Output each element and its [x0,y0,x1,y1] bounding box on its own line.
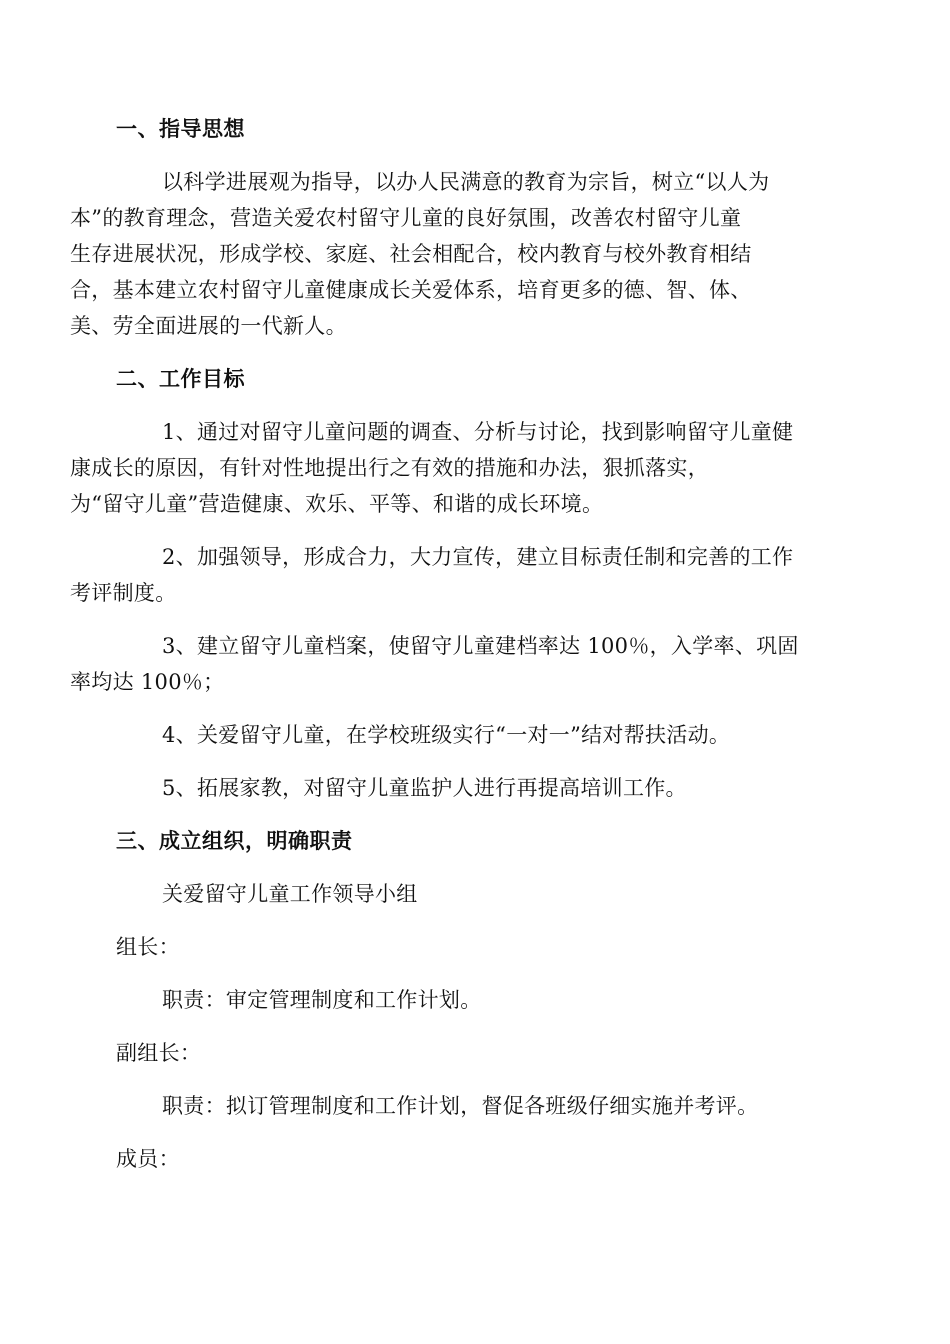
deputy-leader-label: 副组长： [116,1041,202,1065]
goal-item-1 [70,414,832,522]
section-heading-guiding-ideology: 一、指导思想 [116,117,245,141]
goal-item-4: 4、关爱留守儿童，在学校班级实行“一对一”结对帮扶活动。 [162,723,731,747]
text-line: 3、建立留守儿童档案，使留守儿童建档率达 100％，入学率、巩固 [162,634,799,658]
group-name: 关爱留守儿童工作领导小组 [162,882,418,906]
document-body [70,111,832,1194]
text-line: 合，基本建立农村留守儿童健康成长关爱体系，培育更多的德、智、体、 [70,278,752,302]
members-label: 成员： [116,1147,180,1171]
guiding-ideology-paragraph [70,164,832,344]
section-heading-organization: 三、成立组织，明确职责 [116,829,353,853]
text-line: 本”的教育理念，营造关爱农村留守儿童的良好氛围，改善农村留守儿童 [70,206,742,230]
goal-item-5: 5、拓展家教，对留守儿童监护人进行再提高培训工作。 [162,776,687,800]
deputy-leader-duty: 职责：拟订管理制度和工作计划，督促各班级仔细实施并考评。 [162,1094,759,1118]
section-heading-work-goals: 二、工作目标 [116,367,245,391]
text-line: 考评制度。 [70,581,177,605]
text-line: 2、加强领导，形成合力，大力宣传，建立目标责任制和完善的工作 [162,545,794,569]
text-line: 康成长的原因，有针对性地提出行之有效的措施和办法，狠抓落实， [70,456,709,480]
text-line: 为“留守儿童”营造健康、欢乐、平等、和谐的成长环境。 [70,492,604,516]
goal-item-2 [70,539,832,611]
text-line: 率均达 100％； [70,670,225,694]
text-line: 以科学进展观为指导，以办人民满意的教育为宗旨，树立“以人为 [162,170,770,194]
goal-item-3 [70,628,832,700]
text-line: 美、劳全面进展的一代新人。 [70,314,347,338]
leader-duty: 职责：审定管理制度和工作计划。 [162,988,482,1012]
leader-label: 组长： [116,935,180,959]
text-line: 1、通过对留守儿童问题的调查、分析与讨论，找到影响留守儿童健 [162,420,794,444]
text-line: 生存进展状况，形成学校、家庭、社会相配合，校内教育与校外教育相结 [70,242,752,266]
